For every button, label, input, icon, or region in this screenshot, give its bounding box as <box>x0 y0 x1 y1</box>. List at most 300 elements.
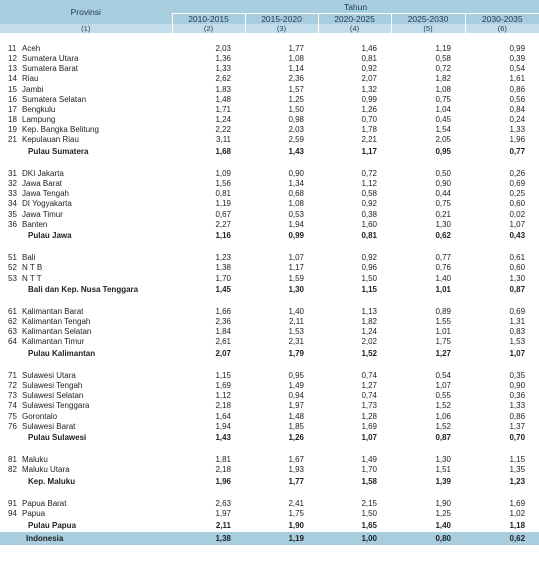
province-code: 16 <box>8 94 17 104</box>
subtotal-rate-cell: 1,65 <box>361 520 378 530</box>
island-subtotal-row <box>0 519 539 532</box>
growth-rate-cell: 0,39 <box>509 53 526 63</box>
subtotal-code-cell <box>0 475 22 488</box>
growth-rate-cell: 0,94 <box>288 391 305 401</box>
growth-rate-cell: 2,31 <box>288 337 305 347</box>
province-name: Sulawesi Tengah <box>22 381 83 391</box>
growth-rate-cell: 0,74 <box>361 370 378 380</box>
spacer-row <box>0 242 539 252</box>
province-code: 21 <box>8 135 17 145</box>
island-name: Bali dan Kep. Nusa Tenggara <box>28 285 139 295</box>
province-code: 63 <box>8 327 17 337</box>
growth-rate-cell: 1,69 <box>509 498 526 508</box>
subtotal-code-cell <box>0 519 22 532</box>
growth-rate-cell: 0,60 <box>509 199 526 209</box>
subtotal-rate-cell: 1,43 <box>288 147 305 157</box>
growth-rate-cell: 2,11 <box>289 317 305 327</box>
province-code: 15 <box>8 84 17 94</box>
growth-rate-cell: 2,03 <box>288 125 305 135</box>
growth-rate-cell: 1,66 <box>215 306 232 316</box>
subtotal-code-cell <box>0 229 22 242</box>
growth-rate-cell: 1,04 <box>435 104 452 114</box>
growth-rate-cell: 1,31 <box>509 317 526 327</box>
province-row <box>0 327 539 337</box>
growth-rate-cell: 0,76 <box>435 263 452 273</box>
growth-rate-cell: 1,25 <box>435 508 452 518</box>
growth-rate-cell: 1,17 <box>288 263 305 273</box>
growth-rate-cell: 1,15 <box>509 455 526 465</box>
subtotal-rate-cell: 1,52 <box>361 349 378 359</box>
spacer-row <box>0 33 539 43</box>
province-row <box>0 219 539 229</box>
province-code: 14 <box>8 74 17 84</box>
province-name: Bali <box>22 253 36 263</box>
island-name: Pulau Kalimantan <box>28 349 96 359</box>
growth-rate-cell: 0,53 <box>288 209 305 219</box>
province-row <box>0 317 539 327</box>
header-colnum-1: (1) <box>0 24 172 33</box>
province-code: 71 <box>8 370 17 380</box>
province-name: Lampung <box>22 115 56 125</box>
province-name: Kepulauan Riau <box>22 135 79 145</box>
subtotal-rate-cell: 1,15 <box>361 285 378 295</box>
province-name: Kalimantan Timur <box>22 337 85 347</box>
province-row <box>0 74 539 84</box>
growth-rate-cell: 1,82 <box>435 74 452 84</box>
growth-rate-cell: 1,67 <box>288 455 305 465</box>
province-row <box>0 380 539 390</box>
growth-rate-cell: 1,83 <box>215 84 232 94</box>
growth-rate-cell: 0,77 <box>435 253 452 263</box>
growth-rate-cell: 1,60 <box>361 219 378 229</box>
growth-rate-cell: 1,75 <box>288 508 305 518</box>
spacer-cell <box>0 360 539 370</box>
province-name: Jawa Barat <box>22 179 63 189</box>
growth-rate-cell: 1,19 <box>215 199 232 209</box>
subtotal-rate-cell: 0,87 <box>435 433 452 443</box>
growth-rate-cell: 1,69 <box>361 421 378 431</box>
province-code: 32 <box>8 179 17 189</box>
growth-rate-cell: 1,24 <box>361 327 378 337</box>
province-name: Aceh <box>22 43 41 53</box>
growth-rate-cell: 1,12 <box>361 179 378 189</box>
table-body <box>0 33 539 545</box>
province-name: Sulawesi Utara <box>22 370 76 380</box>
growth-rate-cell: 0,81 <box>215 189 232 199</box>
growth-rate-cell: 1,08 <box>288 199 305 209</box>
growth-rate-cell: 0,25 <box>509 189 526 199</box>
province-row <box>0 209 539 219</box>
subtotal-rate-cell: 1,40 <box>435 520 452 530</box>
growth-rate-cell: 0,92 <box>361 64 378 74</box>
growth-rate-cell: 0,95 <box>288 370 305 380</box>
growth-rate-cell: 1,90 <box>435 498 452 508</box>
growth-rate-cell: 0,56 <box>509 94 526 104</box>
province-code: 11 <box>8 43 17 53</box>
growth-rate-cell: 1,08 <box>288 53 305 63</box>
province-name: DKI Jakarta <box>22 168 64 178</box>
subtotal-rate-cell: 2,11 <box>215 520 232 530</box>
province-row <box>0 168 539 178</box>
header-tahun: Tahun <box>172 0 539 14</box>
province-row <box>0 273 539 283</box>
province-row <box>0 411 539 421</box>
subtotal-rate-cell: 1,27 <box>435 349 452 359</box>
growth-rate-cell: 0,54 <box>509 64 526 74</box>
growth-rate-cell: 0,50 <box>435 168 452 178</box>
province-name: Gorontalo <box>22 411 58 421</box>
growth-rate-cell: 0,60 <box>509 263 526 273</box>
province-row <box>0 508 539 518</box>
growth-rate-cell: 1,48 <box>288 411 305 421</box>
province-code: 36 <box>8 219 17 229</box>
subtotal-rate-cell: 0,99 <box>288 231 305 241</box>
growth-rate-cell: 3,11 <box>216 135 232 145</box>
growth-rate-cell: 1,94 <box>288 219 305 229</box>
subtotal-rate-cell: 1,58 <box>361 476 378 486</box>
spacer-cell <box>0 158 539 168</box>
header-period-4: 2025-2030 <box>391 14 465 25</box>
growth-rate-cell: 0,72 <box>435 64 452 74</box>
spacer-row <box>0 488 539 498</box>
growth-rate-cell: 2,36 <box>215 317 232 327</box>
subtotal-rate-cell: 1,68 <box>215 147 232 157</box>
province-name: Jambi <box>22 84 44 94</box>
subtotal-rate-cell: 0,95 <box>435 147 452 157</box>
growth-rate-cell: 0,36 <box>509 391 526 401</box>
growth-rate-cell: 1,24 <box>215 115 232 125</box>
growth-rate-cell: 1,54 <box>435 125 452 135</box>
growth-rate-cell: 0,55 <box>435 391 452 401</box>
growth-rate-cell: 1,55 <box>435 317 452 327</box>
subtotal-code-cell <box>0 347 22 360</box>
growth-rate-cell: 0,98 <box>288 115 305 125</box>
province-row <box>0 455 539 465</box>
province-name: Kalimantan Barat <box>22 306 84 316</box>
growth-rate-cell: 1,51 <box>435 465 452 475</box>
growth-rate-cell: 0,90 <box>509 381 526 391</box>
spacer-cell <box>0 444 539 454</box>
spacer-cell <box>0 242 539 252</box>
province-row <box>0 104 539 114</box>
province-code: 17 <box>8 104 17 114</box>
subtotal-code-cell <box>0 145 22 158</box>
growth-rate-cell: 1,40 <box>435 273 452 283</box>
province-code: 13 <box>8 64 17 74</box>
province-row <box>0 391 539 401</box>
growth-rate-cell: 2,61 <box>215 337 232 347</box>
growth-rate-cell: 1,56 <box>215 179 232 189</box>
province-name: Jawa Timur <box>22 209 63 219</box>
province-name: N T T <box>22 273 42 283</box>
province-code: 61 <box>8 306 17 316</box>
subtotal-rate-cell: 1,39 <box>435 476 452 486</box>
header-colnum-2: (2) <box>172 24 245 33</box>
spacer-cell <box>0 33 539 43</box>
growth-rate-cell: 1,19 <box>435 43 452 53</box>
header-colnum-6: (6) <box>465 24 539 33</box>
subtotal-rate-cell: 1,07 <box>509 349 526 359</box>
province-code: 76 <box>8 421 17 431</box>
subtotal-rate-cell: 1,16 <box>215 231 232 241</box>
header-colnum-3: (3) <box>245 24 318 33</box>
province-row <box>0 465 539 475</box>
header-period-2: 2015-2020 <box>245 14 318 25</box>
province-code: 73 <box>8 391 17 401</box>
province-name: Maluku <box>22 455 48 465</box>
subtotal-rate-cell: 1,45 <box>215 285 232 295</box>
growth-rate-cell: 2,02 <box>361 337 378 347</box>
growth-rate-cell: 1,01 <box>435 327 452 337</box>
growth-rate-cell: 1,61 <box>509 74 526 84</box>
header-period-3: 2020-2025 <box>318 14 391 25</box>
growth-rate-cell: 0,21 <box>435 209 452 219</box>
growth-rate-cell: 0,54 <box>435 370 452 380</box>
island-name: Pulau Papua <box>28 520 77 530</box>
province-name: Bengkulu <box>22 104 56 114</box>
subtotal-rate-cell: 0,70 <box>509 433 526 443</box>
growth-rate-cell: 0,75 <box>435 94 452 104</box>
growth-rate-cell: 0,58 <box>361 189 378 199</box>
province-code: 52 <box>8 263 17 273</box>
province-code: 72 <box>8 381 17 391</box>
island-subtotal-row <box>0 431 539 444</box>
province-code: 94 <box>8 508 17 518</box>
national-rate-cell: 0,62 <box>509 533 526 543</box>
growth-rate-cell: 1,97 <box>288 401 305 411</box>
province-row <box>0 43 539 53</box>
growth-rate-cell: 1,08 <box>435 84 452 94</box>
province-row <box>0 421 539 431</box>
header-period-5: 2030-2035 <box>465 14 539 25</box>
national-code-cell <box>0 532 22 545</box>
growth-rate-cell: 2,03 <box>215 43 232 53</box>
growth-rate-cell: 2,59 <box>288 135 305 145</box>
growth-rate-cell: 0,67 <box>215 209 232 219</box>
province-row <box>0 401 539 411</box>
growth-rate-cell: 1,40 <box>288 306 305 316</box>
growth-rate-cell: 1,26 <box>361 104 378 114</box>
island-name: Kep. Maluku <box>28 476 76 486</box>
province-row <box>0 199 539 209</box>
growth-rate-cell: 1,69 <box>215 381 232 391</box>
national-rate-cell: 1,00 <box>361 533 378 543</box>
growth-rate-cell: 0,81 <box>361 53 378 63</box>
subtotal-rate-cell: 0,81 <box>361 231 378 241</box>
province-code: 33 <box>8 189 17 199</box>
growth-rate-cell: 1,75 <box>435 337 452 347</box>
growth-rate-cell: 1,33 <box>509 125 526 135</box>
province-name: Sumatera Barat <box>22 64 79 74</box>
subtotal-rate-cell: 1,07 <box>361 433 378 443</box>
province-row <box>0 53 539 63</box>
growth-rate-cell: 1,13 <box>361 306 378 316</box>
growth-rate-cell: 1,85 <box>288 421 305 431</box>
growth-rate-cell: 0,68 <box>288 189 305 199</box>
growth-rate-cell: 1,38 <box>215 263 232 273</box>
growth-rate-cell: 0,75 <box>435 199 452 209</box>
growth-rate-cell: 1,64 <box>215 411 232 421</box>
growth-rate-cell: 0,61 <box>509 253 526 263</box>
growth-rate-cell: 1,28 <box>361 411 378 421</box>
growth-rate-cell: 0,96 <box>361 263 378 273</box>
province-row <box>0 189 539 199</box>
province-name: Kalimantan Tengah <box>22 317 91 327</box>
spacer-row <box>0 296 539 306</box>
growth-rate-cell: 2,07 <box>361 74 378 84</box>
growth-rate-cell: 1,49 <box>361 455 378 465</box>
growth-rate-cell: 2,62 <box>215 74 232 84</box>
spacer-row <box>0 360 539 370</box>
province-row <box>0 263 539 273</box>
province-name: Sulawesi Selatan <box>22 391 84 401</box>
island-name: Pulau Sulawesi <box>28 433 87 443</box>
growth-rate-cell: 1,12 <box>215 391 232 401</box>
growth-rate-cell: 0,86 <box>509 84 526 94</box>
growth-rate-cell: 0,84 <box>509 104 526 114</box>
province-code: 82 <box>8 465 17 475</box>
province-name: DI Yogyakarta <box>22 199 72 209</box>
province-row <box>0 370 539 380</box>
national-rate-cell: 1,38 <box>215 533 232 543</box>
growth-rate-cell: 1,96 <box>509 135 526 145</box>
national-name: Indonesia <box>26 533 64 543</box>
province-code: 74 <box>8 401 17 411</box>
province-name: N T B <box>22 263 43 273</box>
growth-rate-cell: 2,63 <box>215 498 232 508</box>
growth-rate-cell: 0,26 <box>509 168 526 178</box>
province-name: Papua <box>22 508 46 518</box>
growth-rate-cell: 2,21 <box>361 135 378 145</box>
growth-rate-cell: 2,36 <box>288 74 305 84</box>
growth-rate-cell: 0,24 <box>509 115 526 125</box>
island-name: Pulau Jawa <box>28 231 72 241</box>
province-code: 91 <box>8 498 17 508</box>
province-code: 53 <box>8 273 17 283</box>
growth-rate-cell: 1,14 <box>288 64 305 74</box>
growth-rate-cell: 1,48 <box>215 94 232 104</box>
province-code: 62 <box>8 317 17 327</box>
growth-rate-cell: 1,50 <box>288 104 305 114</box>
growth-rate-cell: 1,82 <box>361 317 378 327</box>
growth-rate-cell: 0,74 <box>361 391 378 401</box>
subtotal-rate-cell: 1,26 <box>288 433 305 443</box>
header-colnum-5: (5) <box>391 24 465 33</box>
growth-rate-cell: 1,07 <box>435 381 452 391</box>
growth-rate-cell: 1,34 <box>288 179 305 189</box>
growth-rate-cell: 2,18 <box>215 465 232 475</box>
growth-rate-cell: 1,57 <box>288 84 305 94</box>
growth-rate-cell: 1,49 <box>288 381 305 391</box>
province-code: 19 <box>8 125 17 135</box>
growth-rate-cell: 2,27 <box>215 219 232 229</box>
province-name: Sulawesi Barat <box>22 421 76 431</box>
growth-rate-cell: 1,37 <box>509 421 526 431</box>
growth-rate-cell: 1,33 <box>509 401 526 411</box>
growth-rate-cell: 0,83 <box>509 327 526 337</box>
growth-rate-cell: 1,70 <box>361 465 378 475</box>
growth-rate-cell: 1,02 <box>509 508 526 518</box>
growth-rate-cell: 0,38 <box>361 209 378 219</box>
growth-rate-cell: 1,70 <box>215 273 232 283</box>
spacer-row <box>0 158 539 168</box>
growth-rate-cell: 1,81 <box>215 455 232 465</box>
national-rate-cell: 0,80 <box>435 533 452 543</box>
subtotal-rate-cell: 0,43 <box>509 231 526 241</box>
header-period-1: 2010-2015 <box>172 14 245 25</box>
growth-rate-cell: 1,52 <box>435 401 452 411</box>
growth-rate-cell: 1,73 <box>361 401 378 411</box>
island-subtotal-row <box>0 283 539 296</box>
island-name: Pulau Sumatera <box>28 147 89 157</box>
growth-rate-cell: 1,46 <box>361 43 378 53</box>
growth-rate-cell: 1,71 <box>215 104 232 114</box>
subtotal-code-cell <box>0 283 22 296</box>
growth-rate-cell: 0,02 <box>509 209 526 219</box>
province-row <box>0 125 539 135</box>
growth-rate-cell: 1,30 <box>509 273 526 283</box>
header-colnum-4: (4) <box>318 24 391 33</box>
spacer-cell <box>0 488 539 498</box>
growth-rate-cell: 0,45 <box>435 115 452 125</box>
growth-rate-cell: 1,33 <box>215 64 232 74</box>
island-subtotal-row <box>0 347 539 360</box>
growth-rate-cell: 0,99 <box>509 43 526 53</box>
growth-rate-cell: 0,69 <box>509 306 526 316</box>
province-name: Sumatera Utara <box>22 53 79 63</box>
growth-rate-cell: 1,50 <box>361 508 378 518</box>
province-row <box>0 64 539 74</box>
province-row <box>0 306 539 316</box>
province-code: 75 <box>8 411 17 421</box>
island-subtotal-row <box>0 475 539 488</box>
growth-rate-cell: 1,23 <box>215 253 232 263</box>
island-subtotal-row <box>0 145 539 158</box>
growth-rate-cell: 1,53 <box>509 337 526 347</box>
subtotal-rate-cell: 2,07 <box>215 349 232 359</box>
growth-rate-cell: 1,30 <box>435 219 452 229</box>
subtotal-rate-cell: 0,62 <box>435 231 452 241</box>
province-code: 81 <box>8 455 17 465</box>
growth-rate-cell: 1,97 <box>215 508 232 518</box>
growth-rate-cell: 1,53 <box>288 327 305 337</box>
growth-rate-cell: 1,36 <box>215 53 232 63</box>
subtotal-rate-cell: 1,77 <box>288 476 305 486</box>
province-name: Papua Barat <box>22 498 67 508</box>
province-code: 64 <box>8 337 17 347</box>
province-name: Banten <box>22 219 48 229</box>
growth-rate-cell: 1,50 <box>361 273 378 283</box>
growth-rate-cell: 1,32 <box>361 84 378 94</box>
province-name: Kep. Bangka Belitung <box>22 125 99 135</box>
national-rate-cell: 1,19 <box>288 533 305 543</box>
subtotal-rate-cell: 1,96 <box>215 476 232 486</box>
growth-rate-cell: 1,93 <box>288 465 305 475</box>
province-row <box>0 253 539 263</box>
national-total-row <box>0 532 539 545</box>
subtotal-rate-cell: 0,77 <box>509 147 526 157</box>
growth-rate-cell: 1,35 <box>509 465 526 475</box>
province-code: 35 <box>8 209 17 219</box>
growth-rate-cell: 0,69 <box>509 179 526 189</box>
growth-rate-cell: 1,07 <box>509 219 526 229</box>
growth-rate-cell: 0,72 <box>361 168 378 178</box>
subtotal-rate-cell: 1,01 <box>435 285 452 295</box>
province-name: Maluku Utara <box>22 465 70 475</box>
subtotal-rate-cell: 1,30 <box>288 285 305 295</box>
growth-rate-cell: 0,89 <box>435 306 452 316</box>
province-name: Riau <box>22 74 39 84</box>
